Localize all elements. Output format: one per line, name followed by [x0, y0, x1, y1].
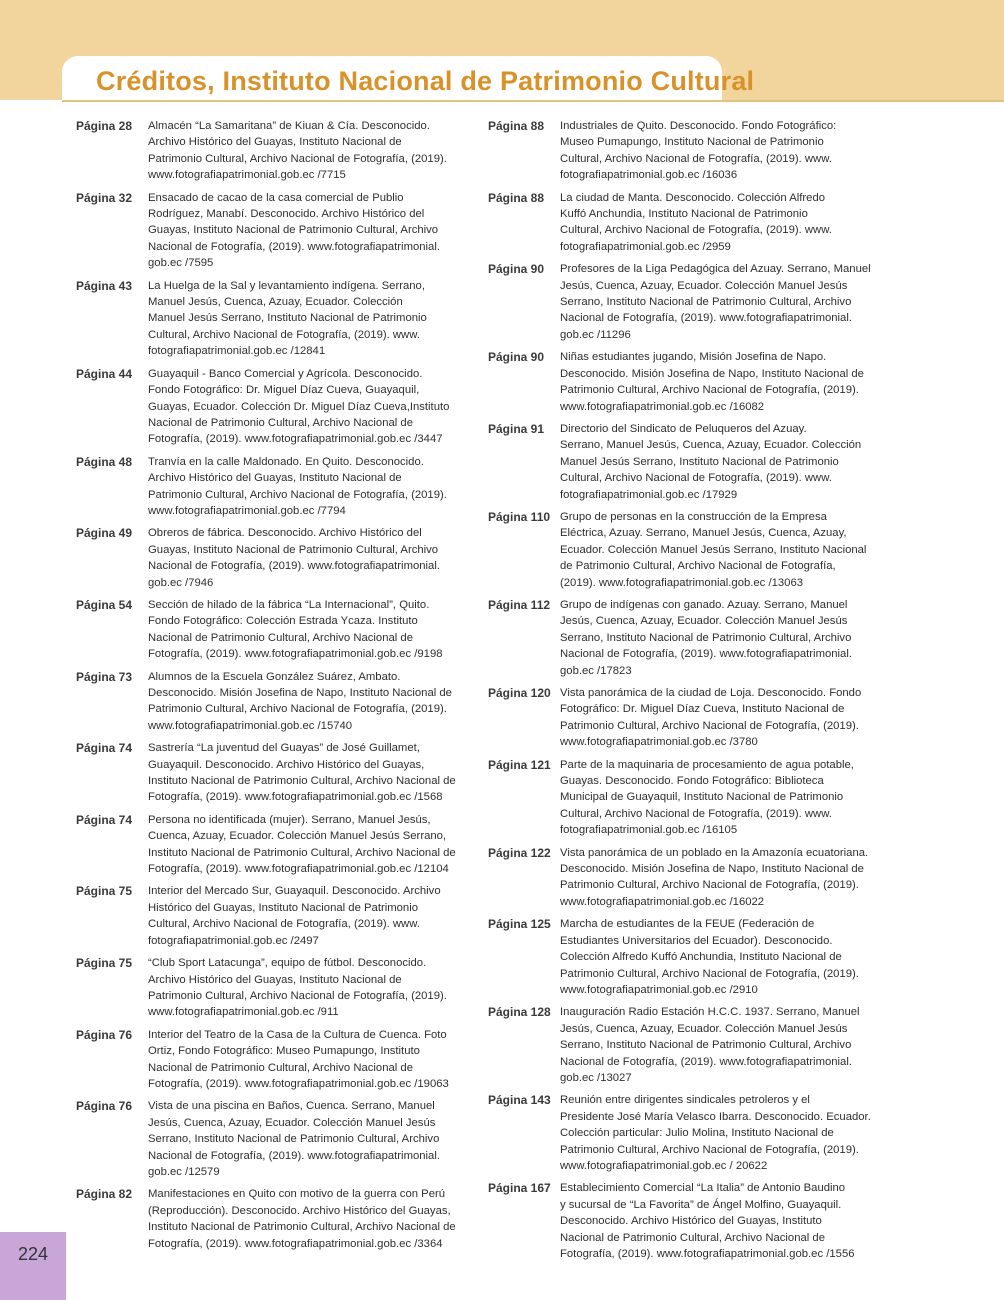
credit-entry [76, 740, 468, 806]
credit-page-ref: Página 121 [488, 757, 551, 772]
credit-text: Inauguración Radio Estación H.C.C. 1937. Serrano, Manuel Jesús, Cuenca, Azuay, Ecuador. Colección Manuel Jesús Serrano, Instituto Nacional de Patrimonio Cultural, Archivo Nacional de Fotografía, (2019). www.fotografiapatrimonial. gob.ec /13027 [560, 1006, 860, 1084]
credit-page-ref: Página 48 [76, 454, 133, 469]
credit-text: Establecimiento Comercial “La Italia” de Antonio Baudino y sucursal de “La Favorita” de Ángel Molfino, Guayaquil. Desconocido. Archivo Histórico del Guayas, Instituto Nacional de Patrimonio Cultural, Archivo Nacional de Fotografía, (2019). www.fotografiapatrimonial.gob.ec /1556 [560, 1182, 855, 1260]
credit-entry [76, 278, 468, 360]
credit-text: Persona no identificada (mujer). Serrano, Manuel Jesús, Cuenca, Azuay, Ecuador. Colección Manuel Jesús Serrano, Instituto Nacional de Patrimonio Cultural, Archivo Nacional de Fotografía, (2019). www.fotografiapatrimonial.gob.ec /12104 [148, 813, 456, 876]
credit-page-ref: Página 110 [488, 509, 551, 524]
credit-entry [76, 190, 468, 272]
credit-entry [76, 955, 468, 1021]
credit-text: Guayaquil - Banco Comercial y Agrícola. Desconocido. Fondo Fotográfico: Dr. Miguel Díaz Cueva, Guayaquil, Guayas, Ecuador. Colección Dr. Miguel Díaz Cueva,Instituto Nacional de Patrimonio Cultural, Archivo Nacional de Fotografía, (2019). www.fotografiapatrimonial.gob.ec /3447 [148, 367, 450, 446]
credits-column-left [76, 118, 468, 1258]
credit-entry [488, 685, 880, 751]
credit-page-ref: Página 88 [488, 190, 545, 205]
credit-entry [488, 349, 880, 415]
credit-page-ref: Página 28 [76, 119, 133, 133]
credit-text: Grupo de personas en la construcción de la Empresa Eléctrica, Azuay. Serrano, Manuel Jesús, Cuenca, Azuay, Ecuador. Colección Manuel Jesús Serrano, Instituto Nacional de Patrimonio Cultural, Archivo Nacional de Fotografía, (2019). www.fotografiapatrimonial.gob.ec /13063 [560, 510, 867, 589]
credit-page-ref: Página 128 [488, 1005, 551, 1020]
page-number: 224 [17, 1244, 49, 1264]
credit-entry [76, 118, 468, 184]
credit-entry [488, 597, 880, 679]
credit-text: Tranvía en la calle Maldonado. En Quito. Desconocido. Archivo Histórico del Guayas, Instituto Nacional de Patrimonio Cultural, Archivo Nacional de Fotografía, (2019). www.fotografiapatrimonial.gob.ec /7794 [148, 455, 447, 517]
credit-page-ref: Página 143 [488, 1093, 551, 1108]
credit-page-ref: Página 120 [488, 686, 551, 700]
credit-page-ref: Página 43 [76, 278, 133, 293]
credit-entry [488, 1092, 880, 1174]
credit-text: Ensacado de cacao de la casa comercial de Publio Rodríguez, Manabí. Desconocido. Archivo Histórico del Guayas, Instituto Nacional de Patrimonio Cultural, Archivo Nacional de Fotografía, (2019). www.fotografiapatrimonial. gob.ec /7595 [148, 191, 440, 270]
credit-entry [76, 1027, 468, 1093]
credit-text: Almacén “La Samaritana” de Kiuan & Cía. Desconocido. Archivo Histórico del Guayas, Instituto Nacional de Patrimonio Cultural, Archivo Nacional de Fotografía, (2019). www.fotografiapatrimonial.gob.ec /7715 [148, 120, 447, 182]
credit-text: Reunión entre dirigentes sindicales petroleros y el Presidente José María Velasco Ibarra. Desconocido. Ecuador. Colección particular: Julio Molina, Instituto Nacional de Patrimonio Cultural, Archivo Nacional de Fotografía, (2019). www.fotografiapatrimonial.gob.ec / 20622 [560, 1094, 871, 1172]
credit-text: Vista panorámica de la ciudad de Loja. Desconocido. Fondo Fotográfico: Dr. Miguel Díaz Cueva, Instituto Nacional de Patrimonio Cultural, Archivo Nacional de Fotografía, (2019). www.fotografiapatrimonial.gob.ec /3780 [560, 687, 862, 749]
credit-page-ref: Página 82 [76, 1187, 133, 1202]
credit-entry [488, 757, 880, 839]
credit-page-ref: Página 90 [488, 262, 545, 277]
credit-text: Vista panorámica de un poblado en la Amazonía ecuatoriana. Desconocido. Misión Josefina de Napo, Instituto Nacional de Patrimonio Cultural, Archivo Nacional de Fotografía, (2019). www.fotografiapatrimonial.gob.ec /16022 [560, 846, 869, 908]
credit-text: Obreros de fábrica. Desconocido. Archivo Histórico del Guayas, Instituto Nacional de Patrimonio Cultural, Archivo Nacional de Fotografía, (2019). www.fotografiapatrimonial. gob.ec /7946 [148, 527, 440, 589]
credit-entry [488, 421, 880, 503]
credit-entry [488, 509, 880, 591]
credit-entry [76, 669, 468, 735]
credit-entry [76, 812, 468, 878]
credit-page-ref: Página 76 [76, 1099, 133, 1114]
credit-entry [488, 916, 880, 998]
credit-page-ref: Página 75 [76, 884, 133, 899]
credit-page-ref: Página 90 [488, 350, 545, 365]
page-number-tab [0, 1232, 66, 1300]
credit-page-ref: Página 54 [76, 597, 133, 612]
credit-entry [488, 261, 880, 343]
credit-page-ref: Página 32 [76, 190, 133, 205]
credit-entry [488, 118, 880, 184]
credit-text: Parte de la maquinaria de procesamiento de agua potable, Guayas. Desconocido. Fondo Fotográfico: Biblioteca Municipal de Guayaquil, Instituto Nacional de Patrimonio Cultural, Archivo Nacional de Fotografía, (2019). www. fotografiapatrimonial.gob.ec /16105 [560, 758, 854, 837]
credit-text: Sección de hilado de la fábrica “La Internacional”, Quito. Fondo Fotográfico: Colección Estrada Ycaza. Instituto Nacional de Patrimonio Cultural, Archivo Nacional de Fotografía, (2019). www.fotografiapatrimonial.gob.ec /9198 [148, 598, 443, 661]
credit-page-ref: Página 122 [488, 845, 551, 860]
credit-entry [76, 1098, 468, 1180]
credit-entry [488, 1180, 880, 1262]
credit-page-ref: Página 91 [488, 421, 545, 436]
header-rule [62, 100, 1004, 102]
credit-entry [76, 525, 468, 591]
credit-entry [76, 366, 468, 448]
credit-text: “Club Sport Latacunga”, equipo de fútbol. Desconocido. Archivo Histórico del Guayas, Instituto Nacional de Patrimonio Cultural, Archivo Nacional de Fotografía, (2019). www.fotografiapatrimonial.gob.ec /911 [148, 957, 447, 1019]
credit-text: Interior del Teatro de la Casa de la Cultura de Cuenca. Foto Ortiz, Fondo Fotográfico: Museo Pumapungo, Instituto Nacional de Patrimonio Cultural, Archivo Nacional de Fotografía, (2019). www.fotografiapatrimonial.gob.ec /19063 [148, 1028, 449, 1090]
credit-text: La Huelga de la Sal y levantamiento indígena. Serrano, Manuel Jesús, Cuenca, Azuay, Ecuador. Colección Manuel Jesús Serrano, Instituto Nacional de Patrimonio Cultural, Archivo Nacional de Fotografía, (2019). www. fotografiapatrimonial.gob.ec /12841 [148, 279, 427, 358]
credit-entry [76, 454, 468, 520]
credit-page-ref: Página 75 [76, 956, 133, 971]
credit-entry [76, 883, 468, 949]
credit-page-ref: Página 73 [76, 669, 133, 684]
credit-text: Directorio del Sindicato de Peluqueros del Azuay. Serrano, Manuel Jesús, Cuenca, Azuay, Ecuador. Colección Manuel Jesús Serrano, Instituto Nacional de Patrimonio Cultural, Archivo Nacional de Fotografía, (2019). www. fotografiapatrimonial.gob.ec /17929 [560, 422, 862, 501]
credit-entry [488, 845, 880, 911]
credit-text: Profesores de la Liga Pedagógica del Azuay. Serrano, Manuel Jesús, Cuenca, Azuay, Ecuador. Colección Manuel Jesús Serrano, Instituto Nacional de Patrimonio Cultural, Archivo Nacional de Fotografía, (2019). www.fotografiapatrimonial. gob.ec /11296 [560, 263, 871, 341]
credit-entry [488, 190, 880, 256]
page-title: Créditos, Instituto Nacional de Patrimonio Cultural [96, 66, 755, 96]
credit-entry [76, 1186, 468, 1252]
credit-text: La ciudad de Manta. Desconocido. Colección Alfredo Kuffó Anchundia, Instituto Nacional de Patrimonio Cultural, Archivo Nacional de Fotografía, (2019). www. fotografiapatrimonial.gob.ec /2959 [560, 191, 832, 253]
credit-page-ref: Página 44 [76, 366, 133, 381]
credit-entry [488, 1004, 880, 1086]
credit-page-ref: Página 167 [488, 1181, 551, 1196]
credit-text: Grupo de indígenas con ganado. Azuay. Serrano, Manuel Jesús, Cuenca, Azuay, Ecuador. Colección Manuel Jesús Serrano, Instituto Nacional de Patrimonio Cultural, Archivo Nacional de Fotografía, (2019). www.fotografiapatrimonial. gob.ec /17823 [560, 598, 852, 677]
credit-text: Manifestaciones en Quito con motivo de la guerra con Perú (Reproducción). Desconocido. Archivo Histórico del Guayas, Instituto Nacional de Patrimonio Cultural, Archivo Nacional de Fotografía, (2019). www.fotografiapatrimonial.gob.ec /3364 [148, 1188, 456, 1250]
credit-text: Sastrería “La juventud del Guayas” de José Guillamet, Guayaquil. Desconocido. Archivo Histórico del Guayas, Instituto Nacional de Patrimonio Cultural, Archivo Nacional de Fotografía, (2019). www.fotografiapatrimonial.gob.ec /1568 [148, 742, 456, 804]
credit-text: Marcha de estudiantes de la FEUE (Federación de Estudiantes Universitarios del Ecuador). Desconocido. Colección Alfredo Kuffó Anchundia, Instituto Nacional de Patrimonio Cultural, Archivo Nacional de Fotografía, (2019). www.fotografiapatrimonial.gob.ec /2910 [560, 918, 859, 996]
credit-entry [76, 597, 468, 663]
credit-page-ref: Página 112 [488, 597, 551, 612]
credit-page-ref: Página 88 [488, 119, 545, 133]
credits-column-right [488, 118, 880, 1268]
credit-page-ref: Página 49 [76, 526, 133, 541]
credit-text: Niñas estudiantes jugando, Misión Josefina de Napo. Desconocido. Misión Josefina de Napo, Instituto Nacional de Patrimonio Cultural, Archivo Nacional de Fotografía, (2019). www.fotografiapatrimonial.gob.ec /16082 [560, 351, 864, 413]
credit-text: Alumnos de la Escuela González Suárez, Ambato. Desconocido. Misión Josefina de Napo, Instituto Nacional de Patrimonio Cultural, Archivo Nacional de Fotografía, (2019). www.fotografiapatrimonial.gob.ec /15740 [148, 670, 452, 732]
credit-page-ref: Página 125 [488, 917, 551, 932]
credit-page-ref: Página 74 [76, 812, 133, 827]
credit-text: Interior del Mercado Sur, Guayaquil. Desconocido. Archivo Histórico del Guayas, Instituto Nacional de Patrimonio Cultural, Archivo Nacional de Fotografía, (2019). www. fotografiapatrimonial.gob.ec /2497 [148, 885, 441, 947]
credit-page-ref: Página 74 [76, 741, 133, 756]
credit-text: Vista de una piscina en Baños, Cuenca. Serrano, Manuel Jesús, Cuenca, Azuay, Ecuador. Colección Manuel Jesús Serrano, Instituto Nacional de Patrimonio Cultural, Archivo Nacional de Fotografía, (2019). www.fotografiapatrimonial. gob.ec /12579 [148, 1100, 440, 1178]
credit-text: Industriales de Quito. Desconocido. Fondo Fotográfico: Museo Pumapungo, Instituto Nacional de Patrimonio Cultural, Archivo Nacional de Fotografía, (2019). www. fotografiapatrimonial.gob.ec /16036 [560, 120, 837, 182]
credit-page-ref: Página 76 [76, 1027, 133, 1042]
